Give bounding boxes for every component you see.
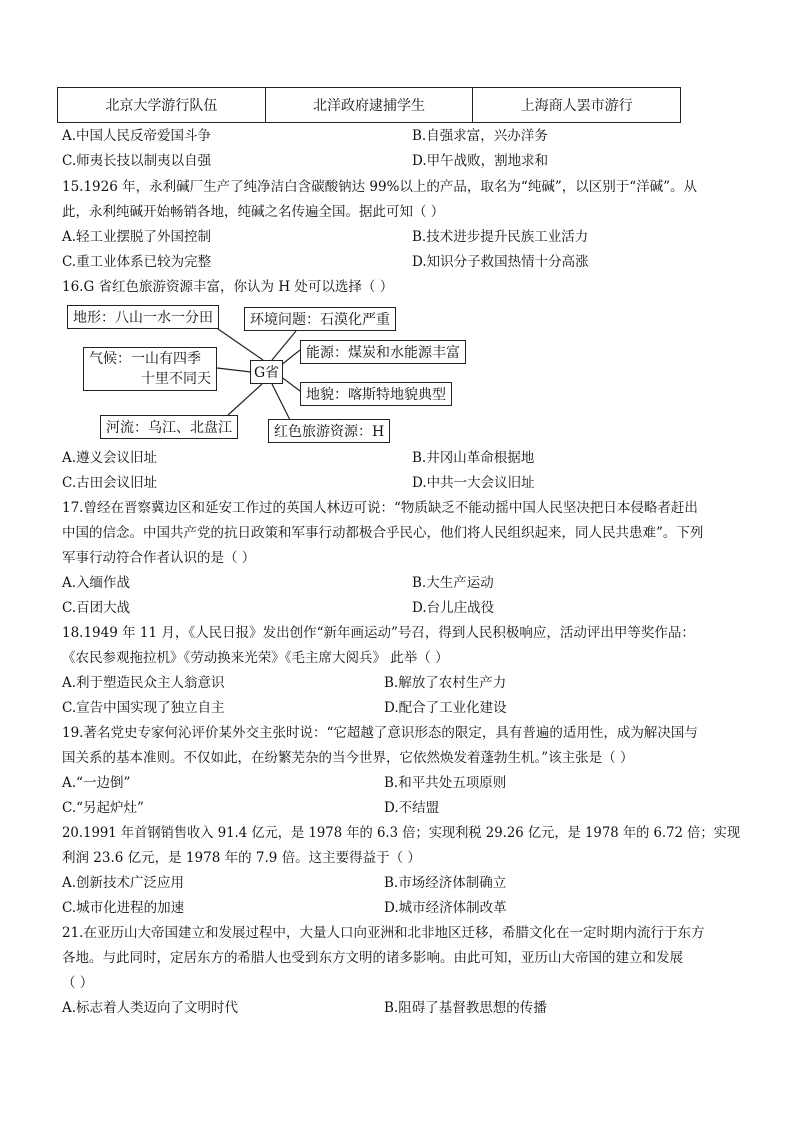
q15-stem-line2: 此，永利纯碱开始畅销各地，纯碱之名传遍全国。据此可知（ ） [62, 204, 445, 220]
q17-option-d: D.台儿庄战役 [412, 600, 495, 616]
q16-option-a: A.遵义会议旧址 [62, 450, 158, 466]
energy-box: 能源：煤炭和水能源丰富 [300, 340, 466, 364]
climate-line1: 气候：一山有四季 [89, 351, 201, 367]
connector-line [228, 384, 262, 415]
red-tourism-box: 红色旅游资源：H [268, 419, 390, 443]
climate-box [83, 347, 217, 391]
climate-line2: 十里不同天 [141, 371, 211, 387]
river-box: 河流：乌江、北盘江 [100, 415, 238, 439]
q15-option-c: C.重工业体系已较为完整 [62, 254, 212, 270]
q18-stem-line2: 《农民参观拖拉机》《劳动换来光荣》《毛主席大阅兵》 此举（ ） [62, 650, 449, 666]
q20-stem-line1: 20.1991 年首钢销售收入 91.4 亿元，是 1978 年的 6.3 倍；实现利税 29.26 亿元，是 1978 年的 6.72 倍；实现 [62, 825, 741, 841]
q16-option-b: B.井冈山革命根据地 [412, 450, 535, 466]
q18-option-a: A.利于塑造民众主人翁意识 [62, 675, 225, 691]
q14-option-c: C.师夷长技以制夷以自强 [62, 153, 212, 169]
q16-option-c: C.古田会议旧址 [62, 475, 158, 491]
q20-option-a: A.创新技术广泛应用 [62, 875, 185, 891]
q18-option-b: B.解放了农村生产力 [384, 675, 507, 691]
table-cell: 北京大学游行队伍 [58, 88, 266, 122]
q19-option-d: D.不结盟 [384, 800, 440, 816]
connector-line [217, 368, 251, 372]
g-province-node: G省 [250, 360, 283, 384]
q14-option-b: B.自强求富，兴办洋务 [412, 128, 548, 144]
q16-option-d: D.中共一大会议旧址 [412, 475, 535, 491]
q19-stem-line1: 19.著名党史专家何沁评价某外交主张时说：“它超越了意识形态的限定，具有普遍的适用性，成为解决国与 [62, 725, 698, 741]
event-table [57, 87, 681, 123]
q17-stem-line3: 军事行动符合作者认识的是（ ） [62, 550, 256, 566]
q21-option-a: A.标志着人类迈向了文明时代 [62, 1000, 239, 1016]
q15-stem-line1: 15.1926 年，永利碱厂生产了纯净洁白含碳酸钠达 99%以上的产品，取名为“纯碱”，以区别于“洋碱”。从 [62, 179, 698, 195]
q20-option-d: D.城市经济体制改革 [384, 900, 507, 916]
q19-option-a: A.“一边倒” [62, 775, 131, 791]
q21-stem-line1: 21.在亚历山大帝国建立和发展过程中，大量人口向亚洲和北非地区迁移，希腊文化在一定时期内流行于东方 [62, 925, 705, 941]
q18-option-d: D.配合了工业化建设 [384, 700, 507, 716]
q19-stem-line2: 国关系的基本准则。不仅如此，在纷繁芜杂的当今世界，它依然焕发着蓬勃生机。”该主张是（ ） [62, 750, 634, 766]
q18-stem-line1: 18.1949 年 11 月，《人民日报》发出创作“新年画运动”号召，得到人民积极响应，活动评出甲等奖作品： [62, 625, 695, 641]
q21-stem-line3: （ ） [62, 975, 94, 991]
q20-stem-line2: 利润 23.6 亿元，是 1978 年的 7.9 倍。这主要得益于（ ） [62, 850, 421, 866]
q21-stem-line2: 各地。与此同时，定居东方的希腊人也受到东方文明的诸多影响。由此可知，亚历山大帝国的建立和发展 [62, 950, 683, 966]
q17-option-a: A.入缅作战 [62, 575, 131, 591]
q15-option-a: A.轻工业摆脱了外国控制 [62, 229, 212, 245]
connector-line [272, 331, 296, 360]
q15-option-d: D.知识分子救国热情十分高涨 [412, 254, 589, 270]
table-cell: 北洋政府逮捕学生 [266, 88, 474, 122]
q17-option-b: B.大生产运动 [412, 575, 494, 591]
q19-option-c: C.“另起炉灶” [62, 800, 144, 816]
q14-option-a: A.中国人民反帝爱国斗争 [62, 128, 212, 144]
q20-option-b: B.市场经济体制确立 [384, 875, 507, 891]
connector-line [272, 384, 290, 420]
landform-box: 地貌：喀斯特地貌典型 [300, 382, 452, 406]
q18-option-c: C.宣告中国实现了独立自主 [62, 700, 225, 716]
q17-stem-line1: 17.曾经在晋察冀边区和延安工作过的英国人林迈可说：“物质缺乏不能动摇中国人民坚决把日本侵略者赶出 [62, 500, 698, 516]
q16-stem: 16.G 省红色旅游资源丰富，你认为 H 处可以选择（ ） [62, 279, 394, 295]
q14-option-d: D.甲午战败，割地求和 [412, 153, 549, 169]
terrain-box: 地形：八山一水一分田 [67, 305, 219, 329]
q21-option-b: B.阻碍了基督教思想的传播 [384, 1000, 547, 1016]
q17-stem-line2: 中国的信念。中国共产党的抗日政策和军事行动都极合乎民心，他们将人民组织起来，同人民共患难”。下列 [62, 525, 704, 541]
q19-option-b: B.和平共处五项原则 [384, 775, 507, 791]
connector-line [218, 329, 263, 360]
q20-option-c: C.城市化进程的加速 [62, 900, 185, 916]
table-cell: 上海商人罢市游行 [520, 98, 633, 114]
environment-box: 环境问题：石漠化严重 [244, 307, 396, 331]
q15-option-b: B.技术进步提升民族工业活力 [412, 229, 589, 245]
q17-option-c: C.百团大战 [62, 600, 131, 616]
